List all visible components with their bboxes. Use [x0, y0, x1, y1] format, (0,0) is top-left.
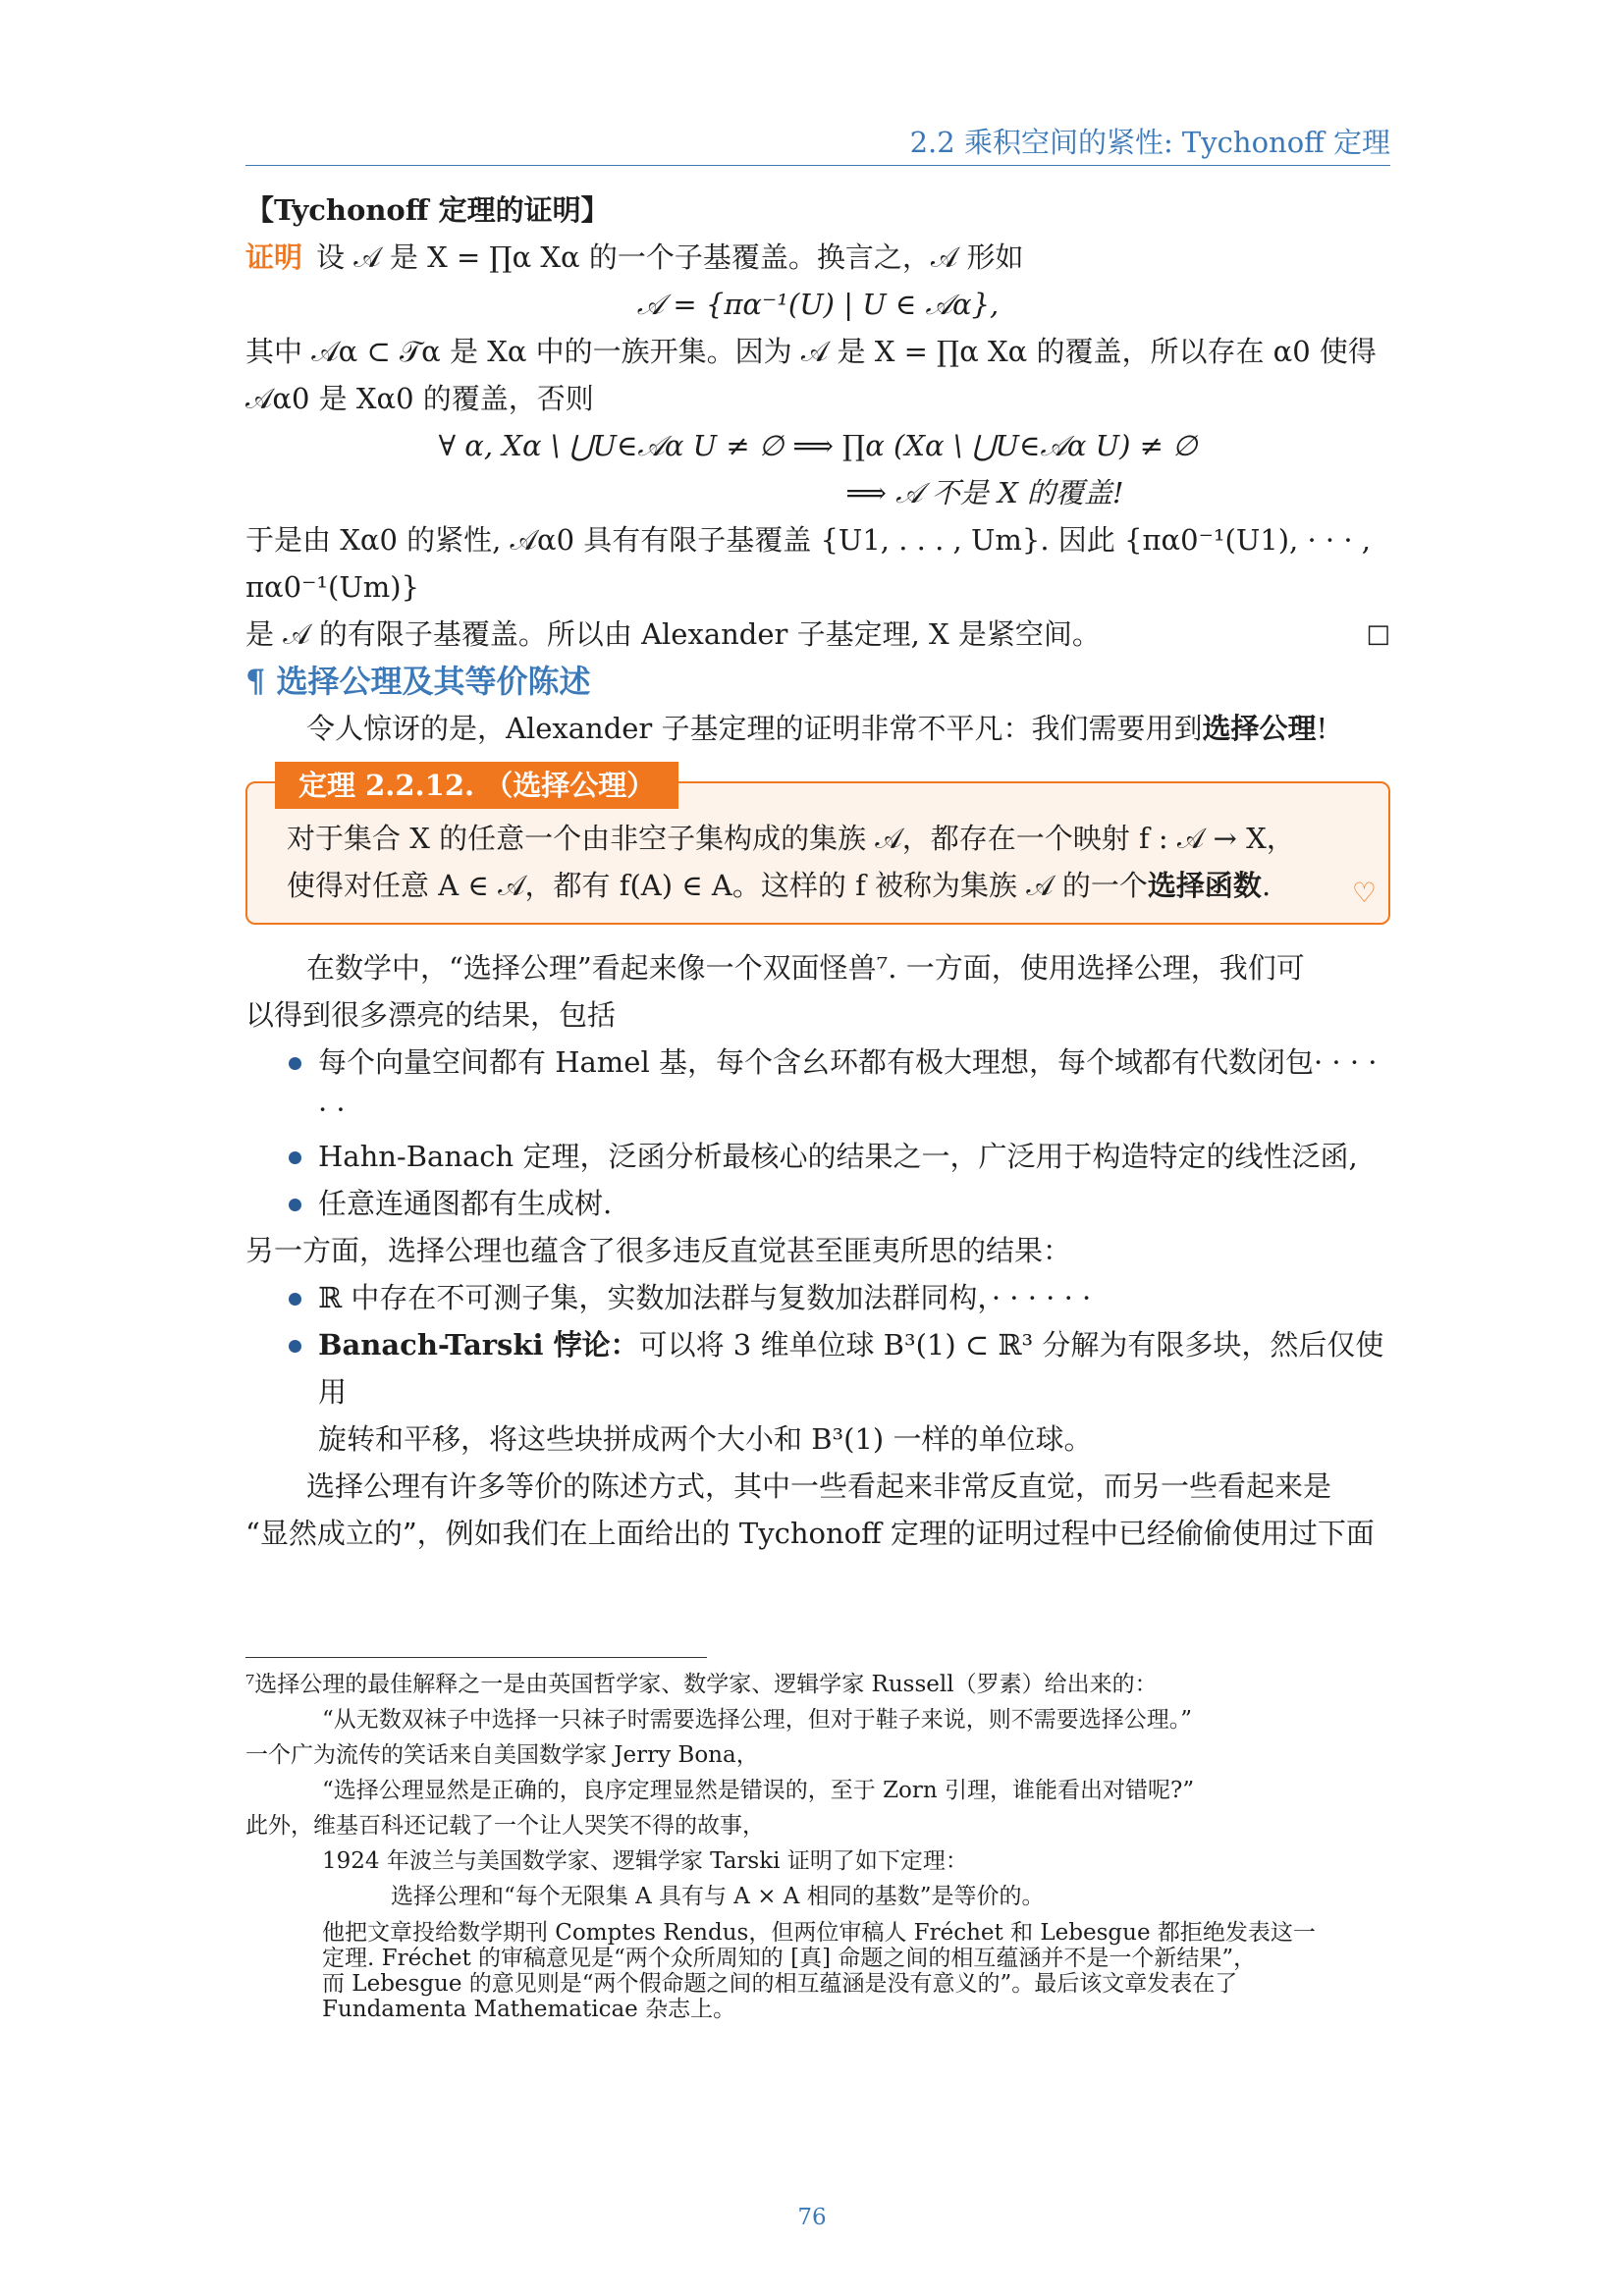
- footnote-line-1: ⁷选择公理的最佳解释之一是由英国哲学家、数学家、逻辑学家 Russell（罗素）给出来的：: [245, 1672, 1158, 1697]
- equation-1: 𝒜 = {πα⁻¹(U) | U ∈ 𝒜α},: [636, 288, 1000, 321]
- footnote-line-3: 此外，维基百科还记载了一个让人哭笑不得的故事，: [245, 1813, 765, 1839]
- theorem-line-2a: 使得对任意 A ∈ 𝒜，都有 f(A) ∈ A。这样的 f 被称为集族 𝒜 的一个: [287, 869, 1148, 902]
- footnote-block-line-2: 定理. Fréchet 的审稿意见是“两个众所周知的 [真] 命题之间的相互蕴涵并不是一个新结果”，: [322, 1946, 1257, 1971]
- banach-tarski-cont: 旋转和平移，将这些块拼成两个大小和 B³(1) 一样的单位球。: [318, 1422, 1093, 1456]
- main-text: [245, 187, 1390, 1557]
- para2-line-2: 以得到很多漂亮的结果，包括: [245, 998, 617, 1032]
- proof-line-1-text: 设 𝒜 是 X = ∏α Xα 的一个子基覆盖。换言之，𝒜 形如: [316, 240, 1024, 274]
- footnote-rule: [245, 1657, 707, 1658]
- list-item: [287, 1321, 1390, 1463]
- theorem-tag: 定理 2.2.12. （选择公理）: [275, 762, 678, 809]
- list-item: 任意连通图都有生成树.: [287, 1180, 1390, 1227]
- proof-label: 证明: [245, 240, 303, 274]
- equation-2: ∀ α, Xα \ ⋃U∈𝒜α U ≠ ∅ ⟹ ∏α (Xα \ ⋃U∈𝒜α U) ≠ ∅: [438, 429, 1198, 462]
- proof-line-3: 𝒜α0 是 Xα0 的覆盖，否则: [245, 382, 594, 415]
- banach-tarski-bold: Banach-Tarski 悖论：: [318, 1328, 639, 1362]
- qed-box-icon: □: [1366, 619, 1390, 649]
- footnote-quote-1: “从无数双袜子中选择一只袜子时需要选择公理，但对于鞋子来说，则不需要选择公理。”: [322, 1707, 1193, 1733]
- footnote-story-block: [245, 1920, 1390, 2022]
- footnote-line-2: 一个广为流传的笑话来自美国数学家 Jerry Bona，: [245, 1742, 759, 1768]
- proof-line-1: [245, 234, 1390, 281]
- theorem-line-2c: .: [1261, 869, 1272, 902]
- para4-line-1: 选择公理有许多等价的陈述方式，其中一些看起来非常反直觉，而另一些看起来是: [306, 1469, 1332, 1503]
- theorem-body: [287, 815, 1357, 909]
- theorem-line-2: [287, 862, 1357, 909]
- proof-line-5: [245, 611, 1390, 658]
- running-header: 2.2 乘积空间的紧性: Tychonoff 定理: [245, 126, 1390, 166]
- footnote-block-line-4: Fundamenta Mathematicae 杂志上。: [322, 1997, 736, 2022]
- para3: 另一方面，选择公理也蕴含了很多违反直觉甚至匪夷所思的结果：: [245, 1234, 1072, 1267]
- intro-end: !: [1316, 712, 1328, 745]
- theorem-box: [245, 769, 1390, 925]
- intro-text: 令人惊讶的是，Alexander 子基定理的证明非常不平凡：我们需要用到: [306, 712, 1203, 745]
- intro-paragraph: [245, 705, 1390, 752]
- footnote-block-line-1: 他把文章投给数学期刊 Comptes Rendus，但两位审稿人 Fréchet 和 Lebesgue 都拒绝发表这一: [322, 1920, 1316, 1946]
- list-item: Hahn-Banach 定理，泛函分析最核心的结果之一，广泛用于构造特定的线性泛函,: [287, 1133, 1390, 1180]
- theorem-line-1: 对于集合 X 的任意一个由非空子集构成的集族 𝒜，都存在一个映射 f : 𝒜 → X，: [287, 822, 1295, 855]
- bullet-list-2: [245, 1274, 1390, 1463]
- section-title: ¶ 选择公理及其等价陈述: [245, 663, 591, 700]
- theorem-line-2-bold: 选择函数: [1147, 869, 1262, 902]
- proof-line-5-text: 是 𝒜 的有限子基覆盖。所以由 Alexander 子基定理, X 是紧空间。: [245, 617, 1101, 651]
- para2-line-1: 在数学中，“选择公理”看起来像一个双面怪兽⁷. 一方面，使用选择公理，我们可: [306, 951, 1305, 985]
- list-item: 每个向量空间都有 Hamel 基，每个含幺环都有极大理想，每个域都有代数闭包· · · · · ·: [287, 1039, 1390, 1133]
- bullet-list-1: [245, 1039, 1390, 1227]
- page-number: 76: [797, 2205, 827, 2230]
- footnote-block-line-3: 而 Lebesgue 的意见则是“两个假命题之间的相互蕴涵是没有意义的”。最后该文章发表在了: [322, 1971, 1238, 1997]
- proof-line-2: 其中 𝒜α ⊂ 𝒯α 是 Xα 中的一族开集。因为 𝒜 是 X = ∏α Xα 的覆盖，所以存在 α0 使得: [245, 335, 1377, 368]
- banach-tarski-text: 可以将 3 维单位球 B³(1) ⊂ ℝ³ 分解为有限多块，然后仅使用: [318, 1328, 1384, 1409]
- footnote: [245, 1667, 1390, 2022]
- proof-line-4: 于是由 Xα0 的紧性, 𝒜α0 具有有限子基覆盖 {U1, . . . , Um}. 因此 {πα0⁻¹(U1), · · · , πα0⁻¹(Um)}: [245, 523, 1371, 604]
- equation-3: ⟹ 𝒜 不是 X 的覆盖!: [845, 476, 1124, 509]
- para4-line-2: “显然成立的”，例如我们在上面给出的 Tychonoff 定理的证明过程中已经偷偷使用过下面: [245, 1517, 1375, 1550]
- proof-title: 【Tychonoff 定理的证明】: [245, 193, 610, 227]
- intro-bold: 选择公理: [1202, 712, 1317, 745]
- footnote-story-2: 选择公理和“每个无限集 A 具有与 A × A 相同的基数”是等价的。: [391, 1884, 1045, 1909]
- footnote-story-1: 1924 年波兰与美国数学家、逻辑学家 Tarski 证明了如下定理：: [322, 1848, 968, 1874]
- footnote-quote-2: “选择公理显然是正确的，良序定理显然是错误的，至于 Zorn 引理，谁能看出对错呢?”: [322, 1778, 1195, 1803]
- list-item: ℝ 中存在不可测子集，实数加法群与复数加法群同构，· · · · · ·: [287, 1274, 1390, 1321]
- heart-icon: ♡: [1351, 877, 1377, 909]
